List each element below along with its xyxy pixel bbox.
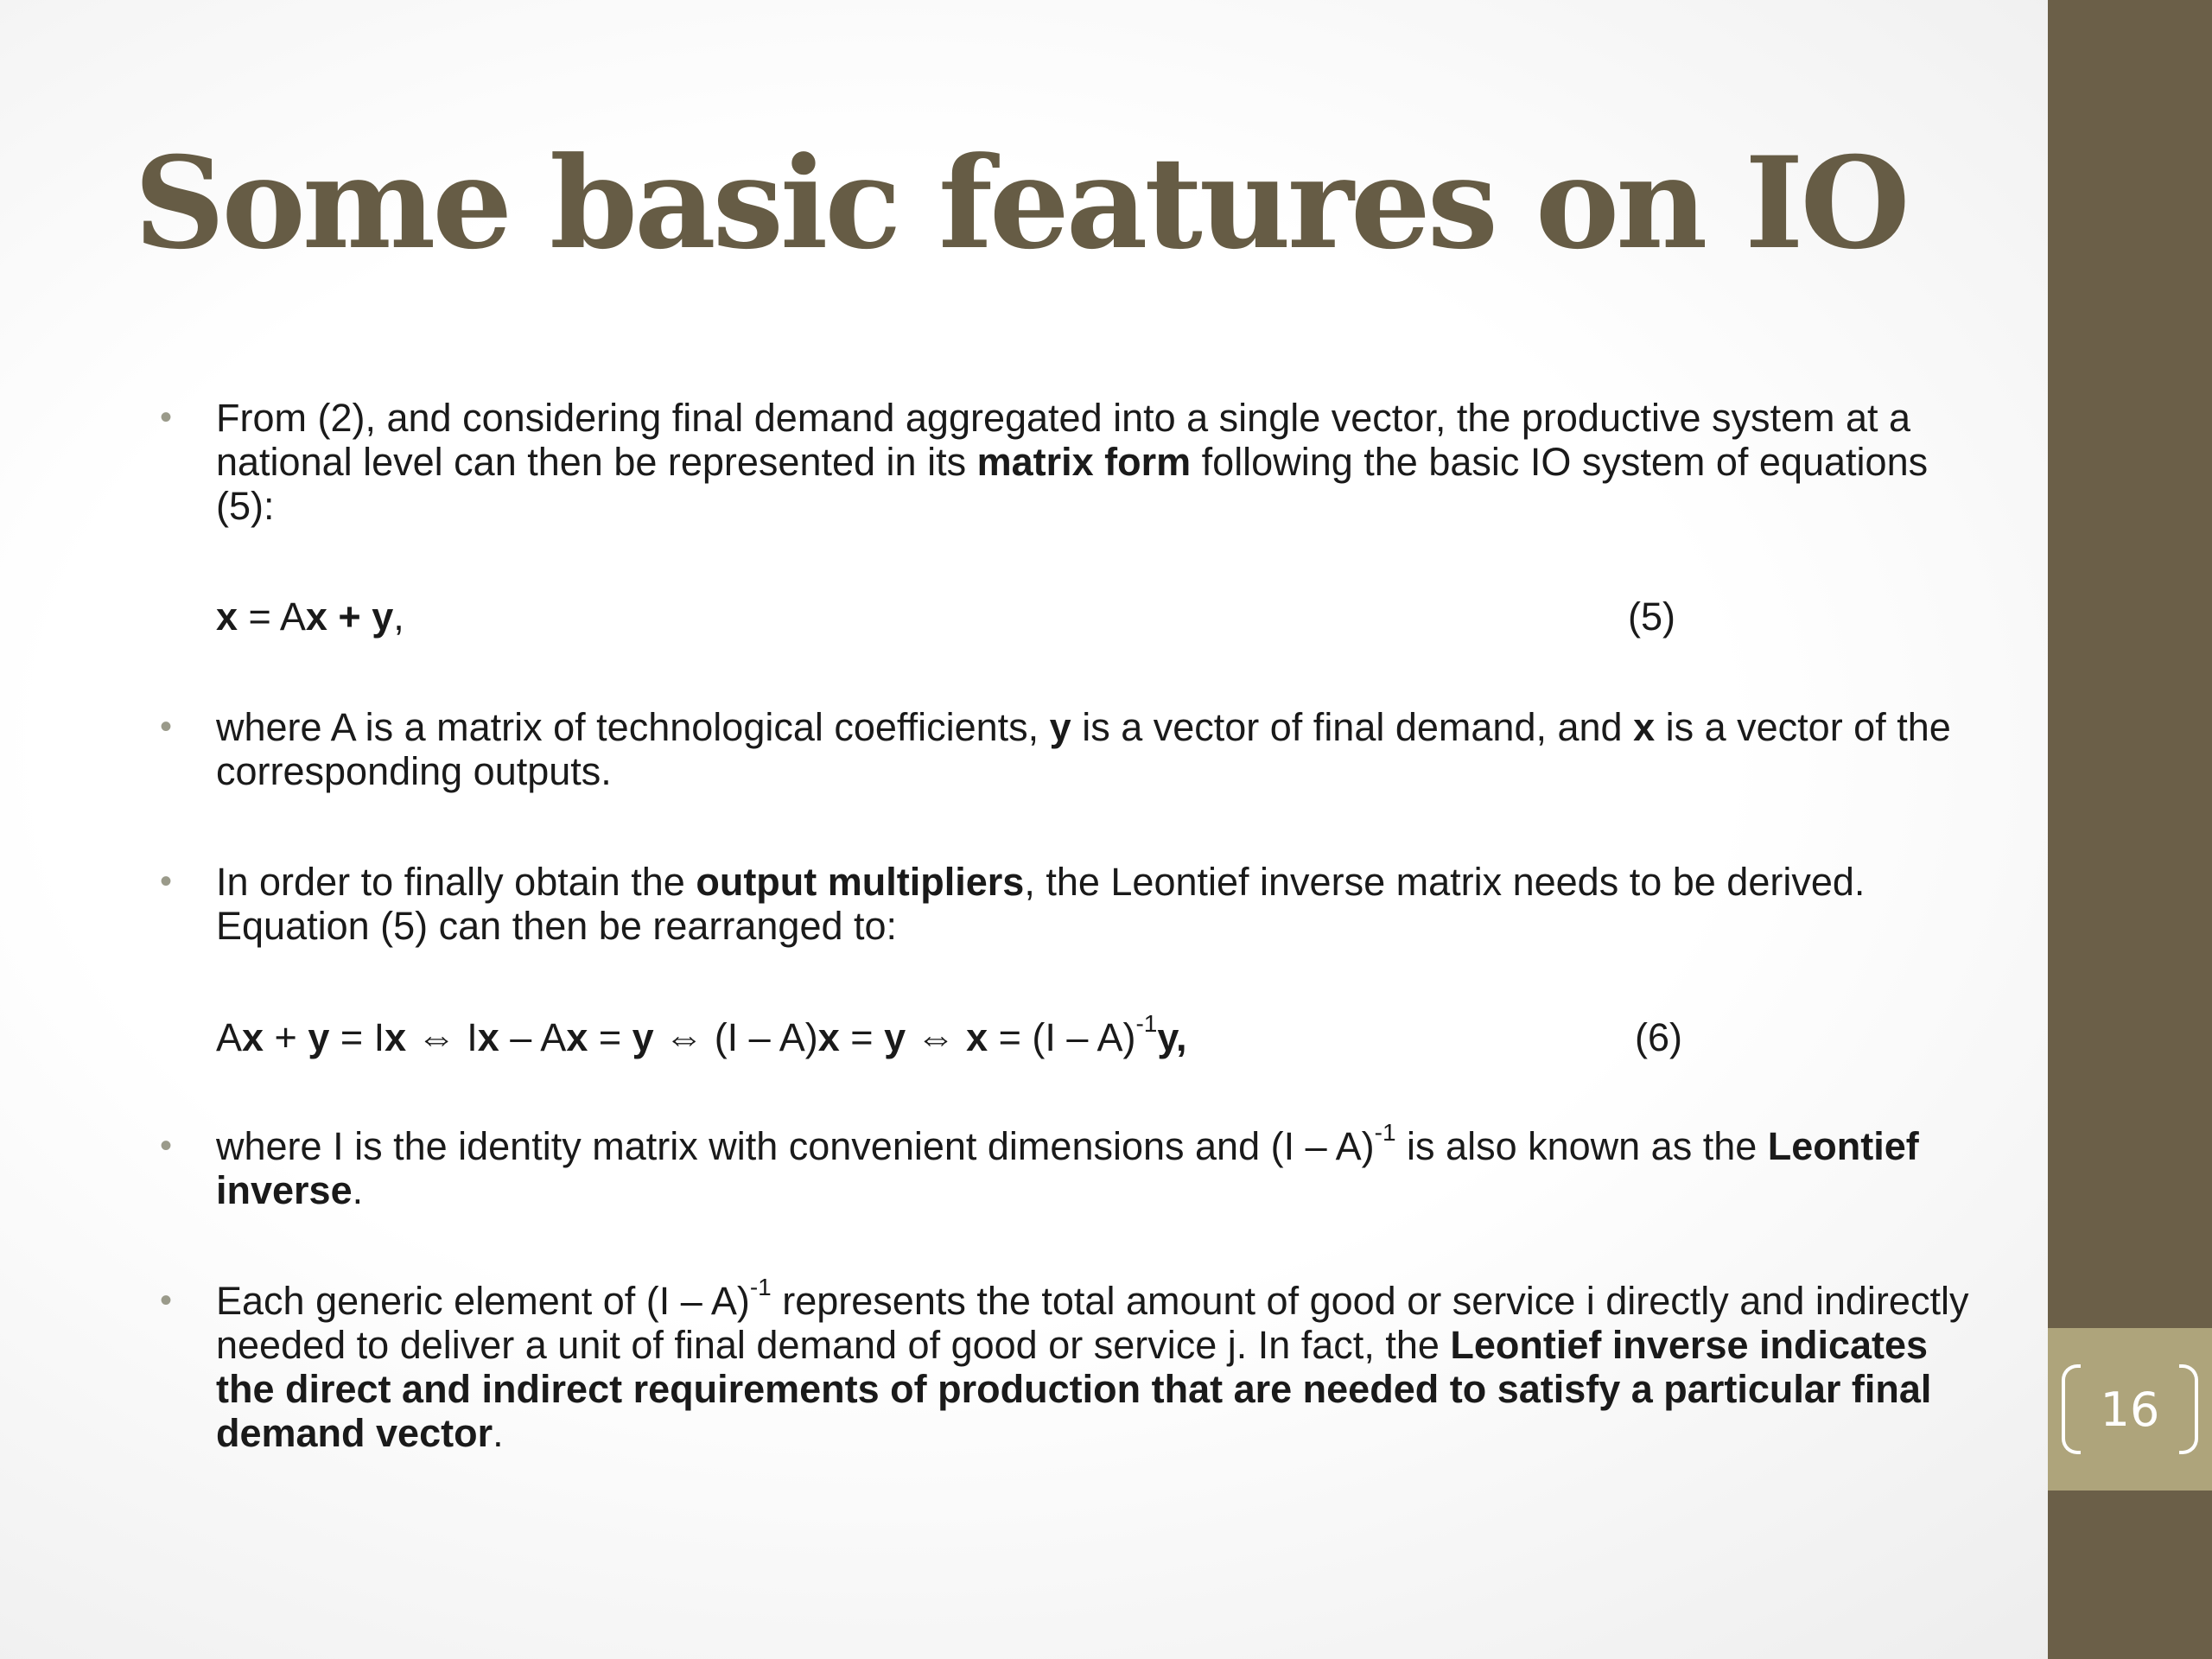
bullet-text: following the basic IO system of equations (5): bbox=[216, 440, 1929, 528]
bullet-item-1 bbox=[160, 396, 1970, 528]
eq-term: y bbox=[372, 594, 394, 639]
eq-superscript: -1 bbox=[1135, 1010, 1158, 1037]
bullet-text: , the Leontief inverse matrix needs to be derived. Equation (5) can then be rearranged to: bbox=[216, 860, 1866, 948]
bullet-bold-text: Leontief inverse indicates the direct and indirect requirements of production that are needed to satisfy a particular final demand vector bbox=[216, 1323, 1932, 1455]
bullet-text: where A is a matrix of technological coefficients, bbox=[216, 705, 1050, 749]
eq-term: x bbox=[216, 594, 238, 639]
bullet-text: From (2), and considering final demand aggregated into a single vector, the productive system at a national level can then be represented in its bbox=[216, 396, 1911, 484]
bullet-text: . bbox=[493, 1411, 504, 1455]
eq-term: x bbox=[242, 1015, 264, 1059]
eq-term: – A bbox=[499, 1015, 567, 1059]
eq-term: y bbox=[884, 1015, 906, 1059]
bullet-text: is a vector of the corresponding outputs. bbox=[216, 705, 1951, 793]
bullet-item-5 bbox=[160, 1274, 1970, 1455]
eq-term: y bbox=[308, 1015, 330, 1059]
page-number: 16 bbox=[2100, 1382, 2160, 1437]
eq-term: y bbox=[632, 1015, 654, 1059]
bullet-superscript: -1 bbox=[1374, 1119, 1396, 1146]
bullet-icon: • bbox=[160, 1127, 173, 1165]
bullet-icon: • bbox=[160, 708, 173, 746]
bullet-bold-text: Leontief inverse bbox=[216, 1124, 1919, 1212]
equation-5-number: (5) bbox=[1628, 594, 1675, 639]
eq-term: = bbox=[839, 1015, 885, 1059]
eq-term: ⇔ (I – A) bbox=[653, 1015, 818, 1059]
bullet-text: . bbox=[352, 1168, 364, 1212]
eq-term: x bbox=[566, 1015, 588, 1059]
eq-term: = A bbox=[238, 594, 306, 639]
bullet-icon: • bbox=[160, 1281, 173, 1319]
bullet-icon: • bbox=[160, 398, 173, 436]
bullet-bold-text: x bbox=[1633, 705, 1656, 749]
sidebar-bar bbox=[2048, 0, 2212, 1659]
eq-term: = (I – A) bbox=[988, 1015, 1136, 1059]
bullet-text: In order to finally obtain the bbox=[216, 860, 696, 904]
bullet-superscript: -1 bbox=[749, 1274, 772, 1300]
eq-term: ⇔ I bbox=[406, 1015, 478, 1059]
bullet-bold-text: y bbox=[1049, 705, 1071, 749]
equation-6 bbox=[216, 1010, 1187, 1059]
page-number-box bbox=[2048, 1328, 2212, 1491]
eq-term: = I bbox=[329, 1015, 385, 1059]
eq-term: x bbox=[477, 1015, 499, 1059]
eq-term: + bbox=[264, 1015, 308, 1059]
eq-term: , bbox=[393, 594, 404, 639]
bullet-item-3 bbox=[160, 860, 1970, 948]
bullet-item-2 bbox=[160, 705, 1970, 793]
bullet-text: Each generic element of (I – A) bbox=[216, 1279, 750, 1323]
bullet-item-4 bbox=[160, 1119, 1970, 1212]
eq-term: ⇔ bbox=[906, 1015, 967, 1059]
equation-6-number: (6) bbox=[1635, 1015, 1682, 1059]
bullet-bold-text: matrix form bbox=[976, 440, 1192, 484]
bullet-text: represents the total amount of good or service i directly and indirectly needed to deliver a unit of final demand of good or service j. In fact, the bbox=[216, 1279, 1969, 1367]
eq-term: A bbox=[216, 1015, 243, 1059]
eq-term: x bbox=[817, 1015, 840, 1059]
bullet-text: is a vector of final demand, and bbox=[1071, 705, 1634, 749]
page-number-bracket bbox=[2062, 1364, 2198, 1454]
eq-term: = bbox=[588, 1015, 632, 1059]
bullet-text: is also known as the bbox=[1395, 1124, 1768, 1168]
eq-term: x bbox=[305, 594, 327, 639]
slide-title: Some basic features on IO bbox=[134, 130, 1907, 277]
bullet-text: where I is the identity matrix with convenient dimensions and (I – A) bbox=[216, 1124, 1375, 1168]
bullet-icon: • bbox=[160, 862, 173, 900]
eq-term: + bbox=[327, 594, 372, 639]
eq-term: x bbox=[385, 1015, 407, 1059]
equation-5 bbox=[216, 594, 404, 639]
eq-term: y, bbox=[1157, 1015, 1187, 1059]
bullet-bold-text: output multipliers bbox=[696, 860, 1025, 904]
eq-term: x bbox=[966, 1015, 988, 1059]
